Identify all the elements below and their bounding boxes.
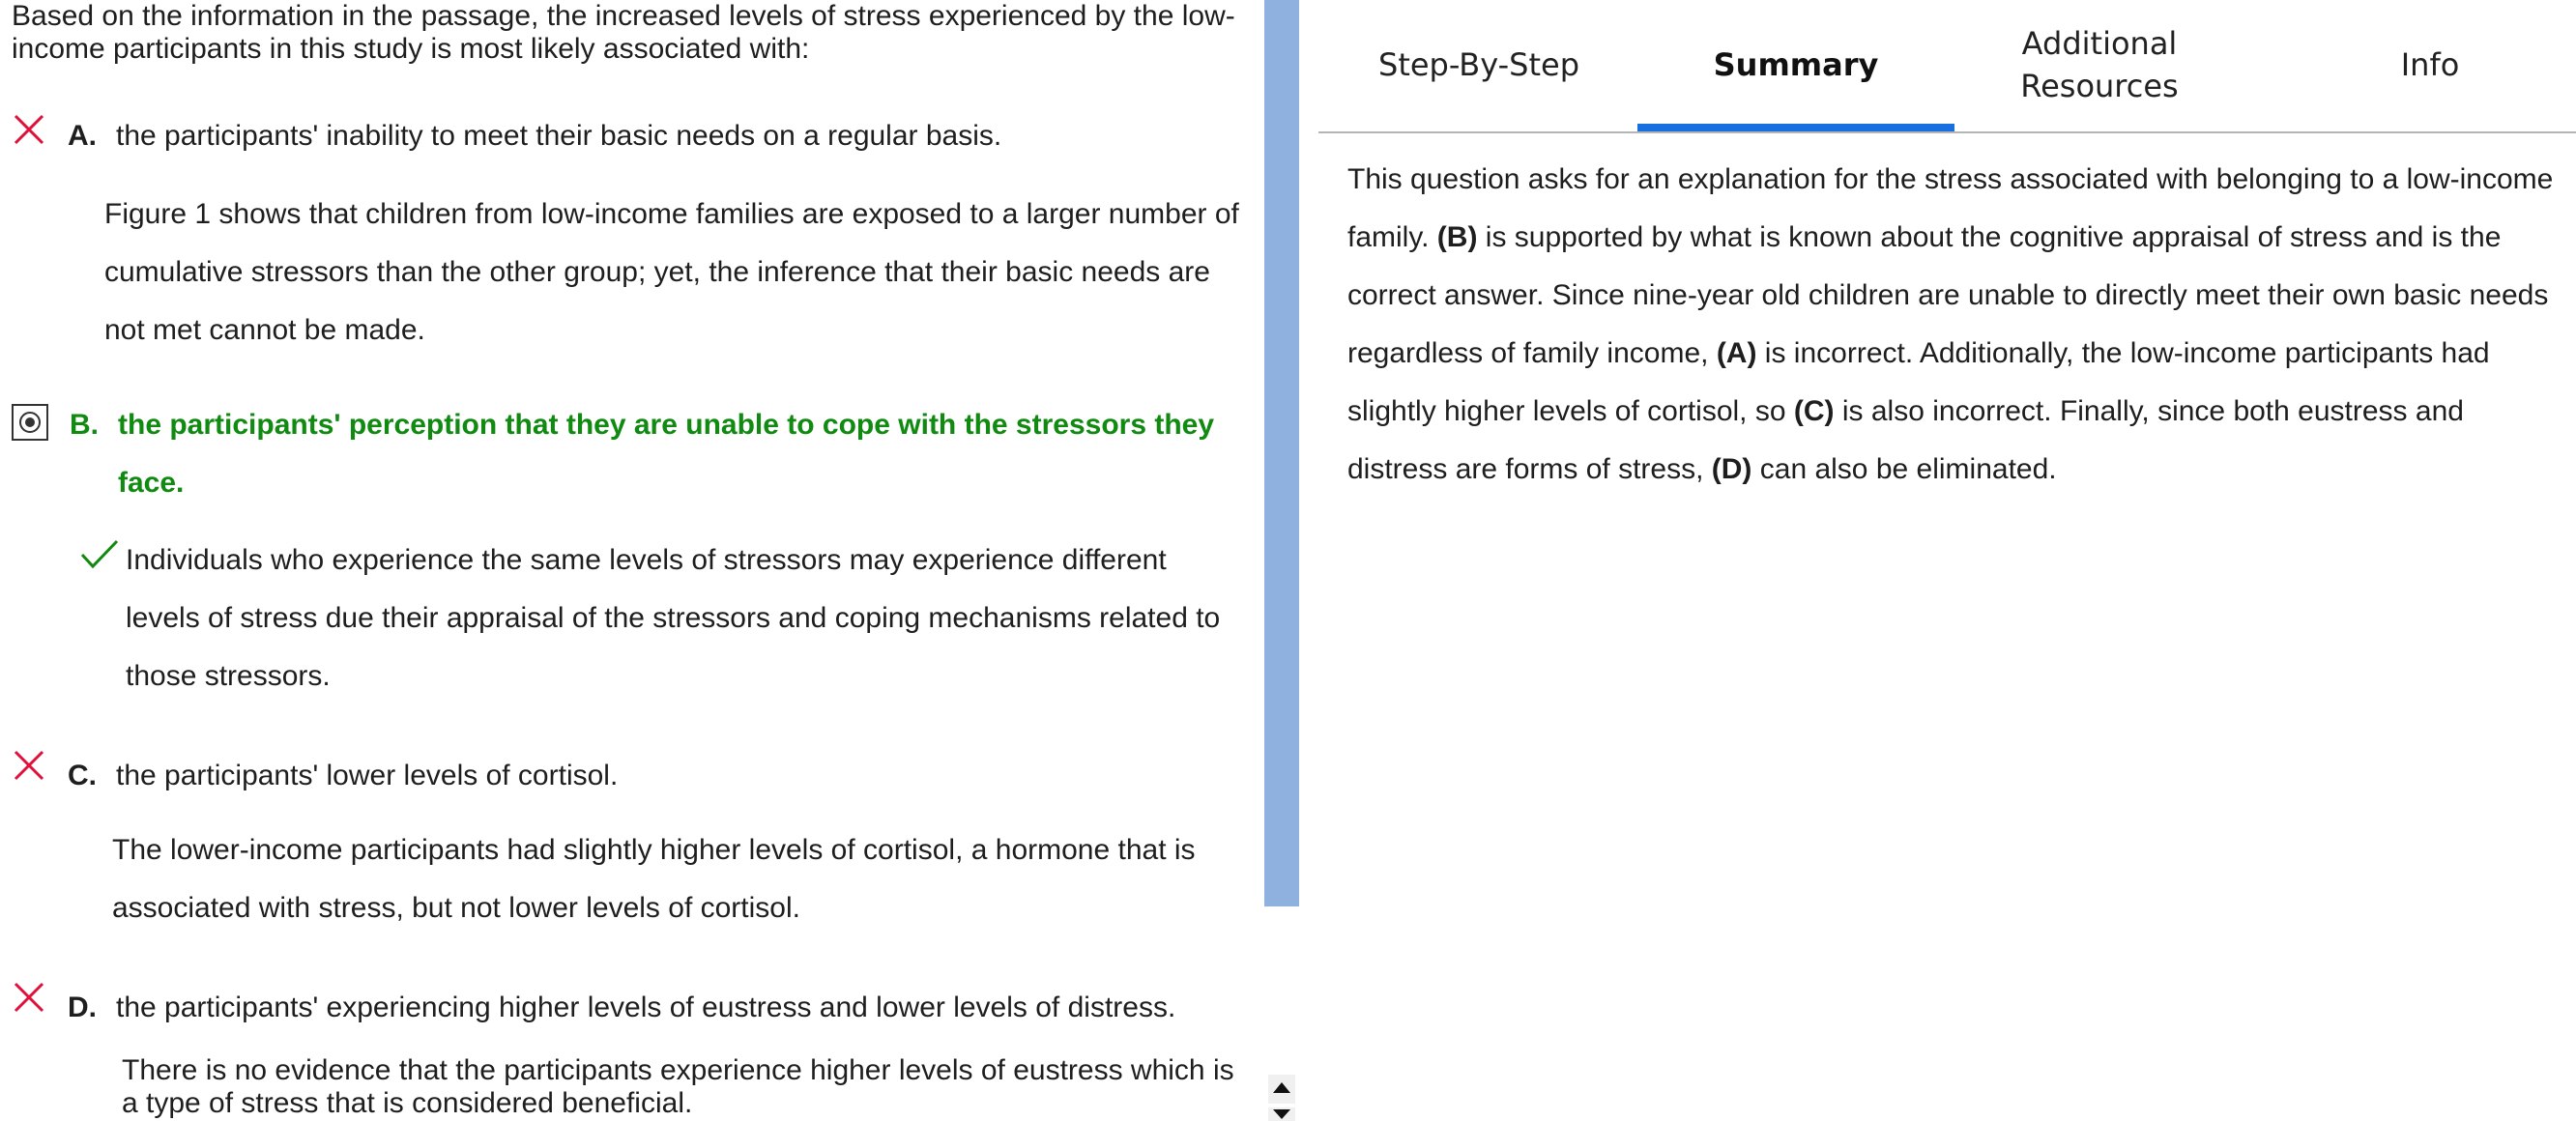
question-stem: Based on the information in the passage, the increased levels of stress experienced by the low-income participants in this study is most likely associated with: <box>12 0 1235 65</box>
scroll-up-arrow-icon[interactable] <box>1268 1075 1295 1104</box>
choice-letter: D. <box>68 992 97 1023</box>
choice-a[interactable] <box>0 104 1257 162</box>
radio-selected-icon[interactable] <box>12 404 48 441</box>
choice-text: the participants' lower levels of cortisol. <box>116 760 619 791</box>
choice-letter: B. <box>70 409 99 441</box>
choice-explanation: Figure 1 shows that children from low-income families are exposed to a larger number of cumulative stressors than the other group; yet, the inference that their basic needs are not met cannot be made. <box>104 198 1239 346</box>
choice-d[interactable] <box>0 976 1257 1034</box>
choice-text: the participants' inability to meet their basic needs on a regular basis. <box>116 120 1002 152</box>
choice-explanation: There is no evidence that the participants experience higher levels of eustress which is a type of stress that is considered beneficial. <box>122 1054 1234 1119</box>
tab-step-by-step[interactable]: Step-By-Step <box>1378 46 1579 83</box>
choice-explanation: The lower-income participants had slightly higher levels of cortisol, a hormone that is associated with stress, but not lower levels of cortisol. <box>112 834 1196 924</box>
scroll-down-arrow-icon[interactable] <box>1268 1107 1295 1121</box>
tab-additional-resources[interactable]: Additional Resources <box>2020 25 2179 104</box>
tab-info[interactable]: Info <box>2400 46 2460 83</box>
choice-text: the participants' perception that they are unable to cope with the stressors they face. <box>118 409 1215 499</box>
x-icon <box>12 748 46 783</box>
tab-bar <box>1318 0 2576 133</box>
active-tab-indicator <box>1637 124 1954 131</box>
x-icon <box>12 112 46 147</box>
checkmark-icon <box>79 537 120 572</box>
choice-c[interactable] <box>0 744 1257 802</box>
choice-explanation: Individuals who experience the same levels of stressors may experience different levels of stress due their appraisal of the stressors and coping mechanisms related to those stressors. <box>126 544 1221 692</box>
choice-letter: A. <box>68 120 97 152</box>
choice-letter: C. <box>68 760 97 791</box>
summary-text: This question asks for an explanation for the stress associated with belonging to a low-income family. (B) is supported by what is known about the cognitive appraisal of stress and is the correct answer. Since nine-year old children are unable to directly meet their own basic needs regardless of family income, (A) is incorrect. Additionally, the low-income participants had slightly higher levels of cortisol, so (C) is also incorrect. Finally, since both eustress and distress are forms of stress, (D) can also be eliminated. <box>1347 163 2554 485</box>
question-pane <box>0 0 1264 1121</box>
x-icon <box>12 980 46 1015</box>
explanation-pane <box>1299 0 2576 1121</box>
scrollbar[interactable] <box>1264 0 1299 1121</box>
tab-summary[interactable]: Summary <box>1637 0 1954 129</box>
scroll-thumb[interactable] <box>1264 0 1299 906</box>
choice-b[interactable] <box>70 396 1239 512</box>
choice-text: the participants' experiencing higher levels of eustress and lower levels of distress. <box>116 992 1176 1023</box>
